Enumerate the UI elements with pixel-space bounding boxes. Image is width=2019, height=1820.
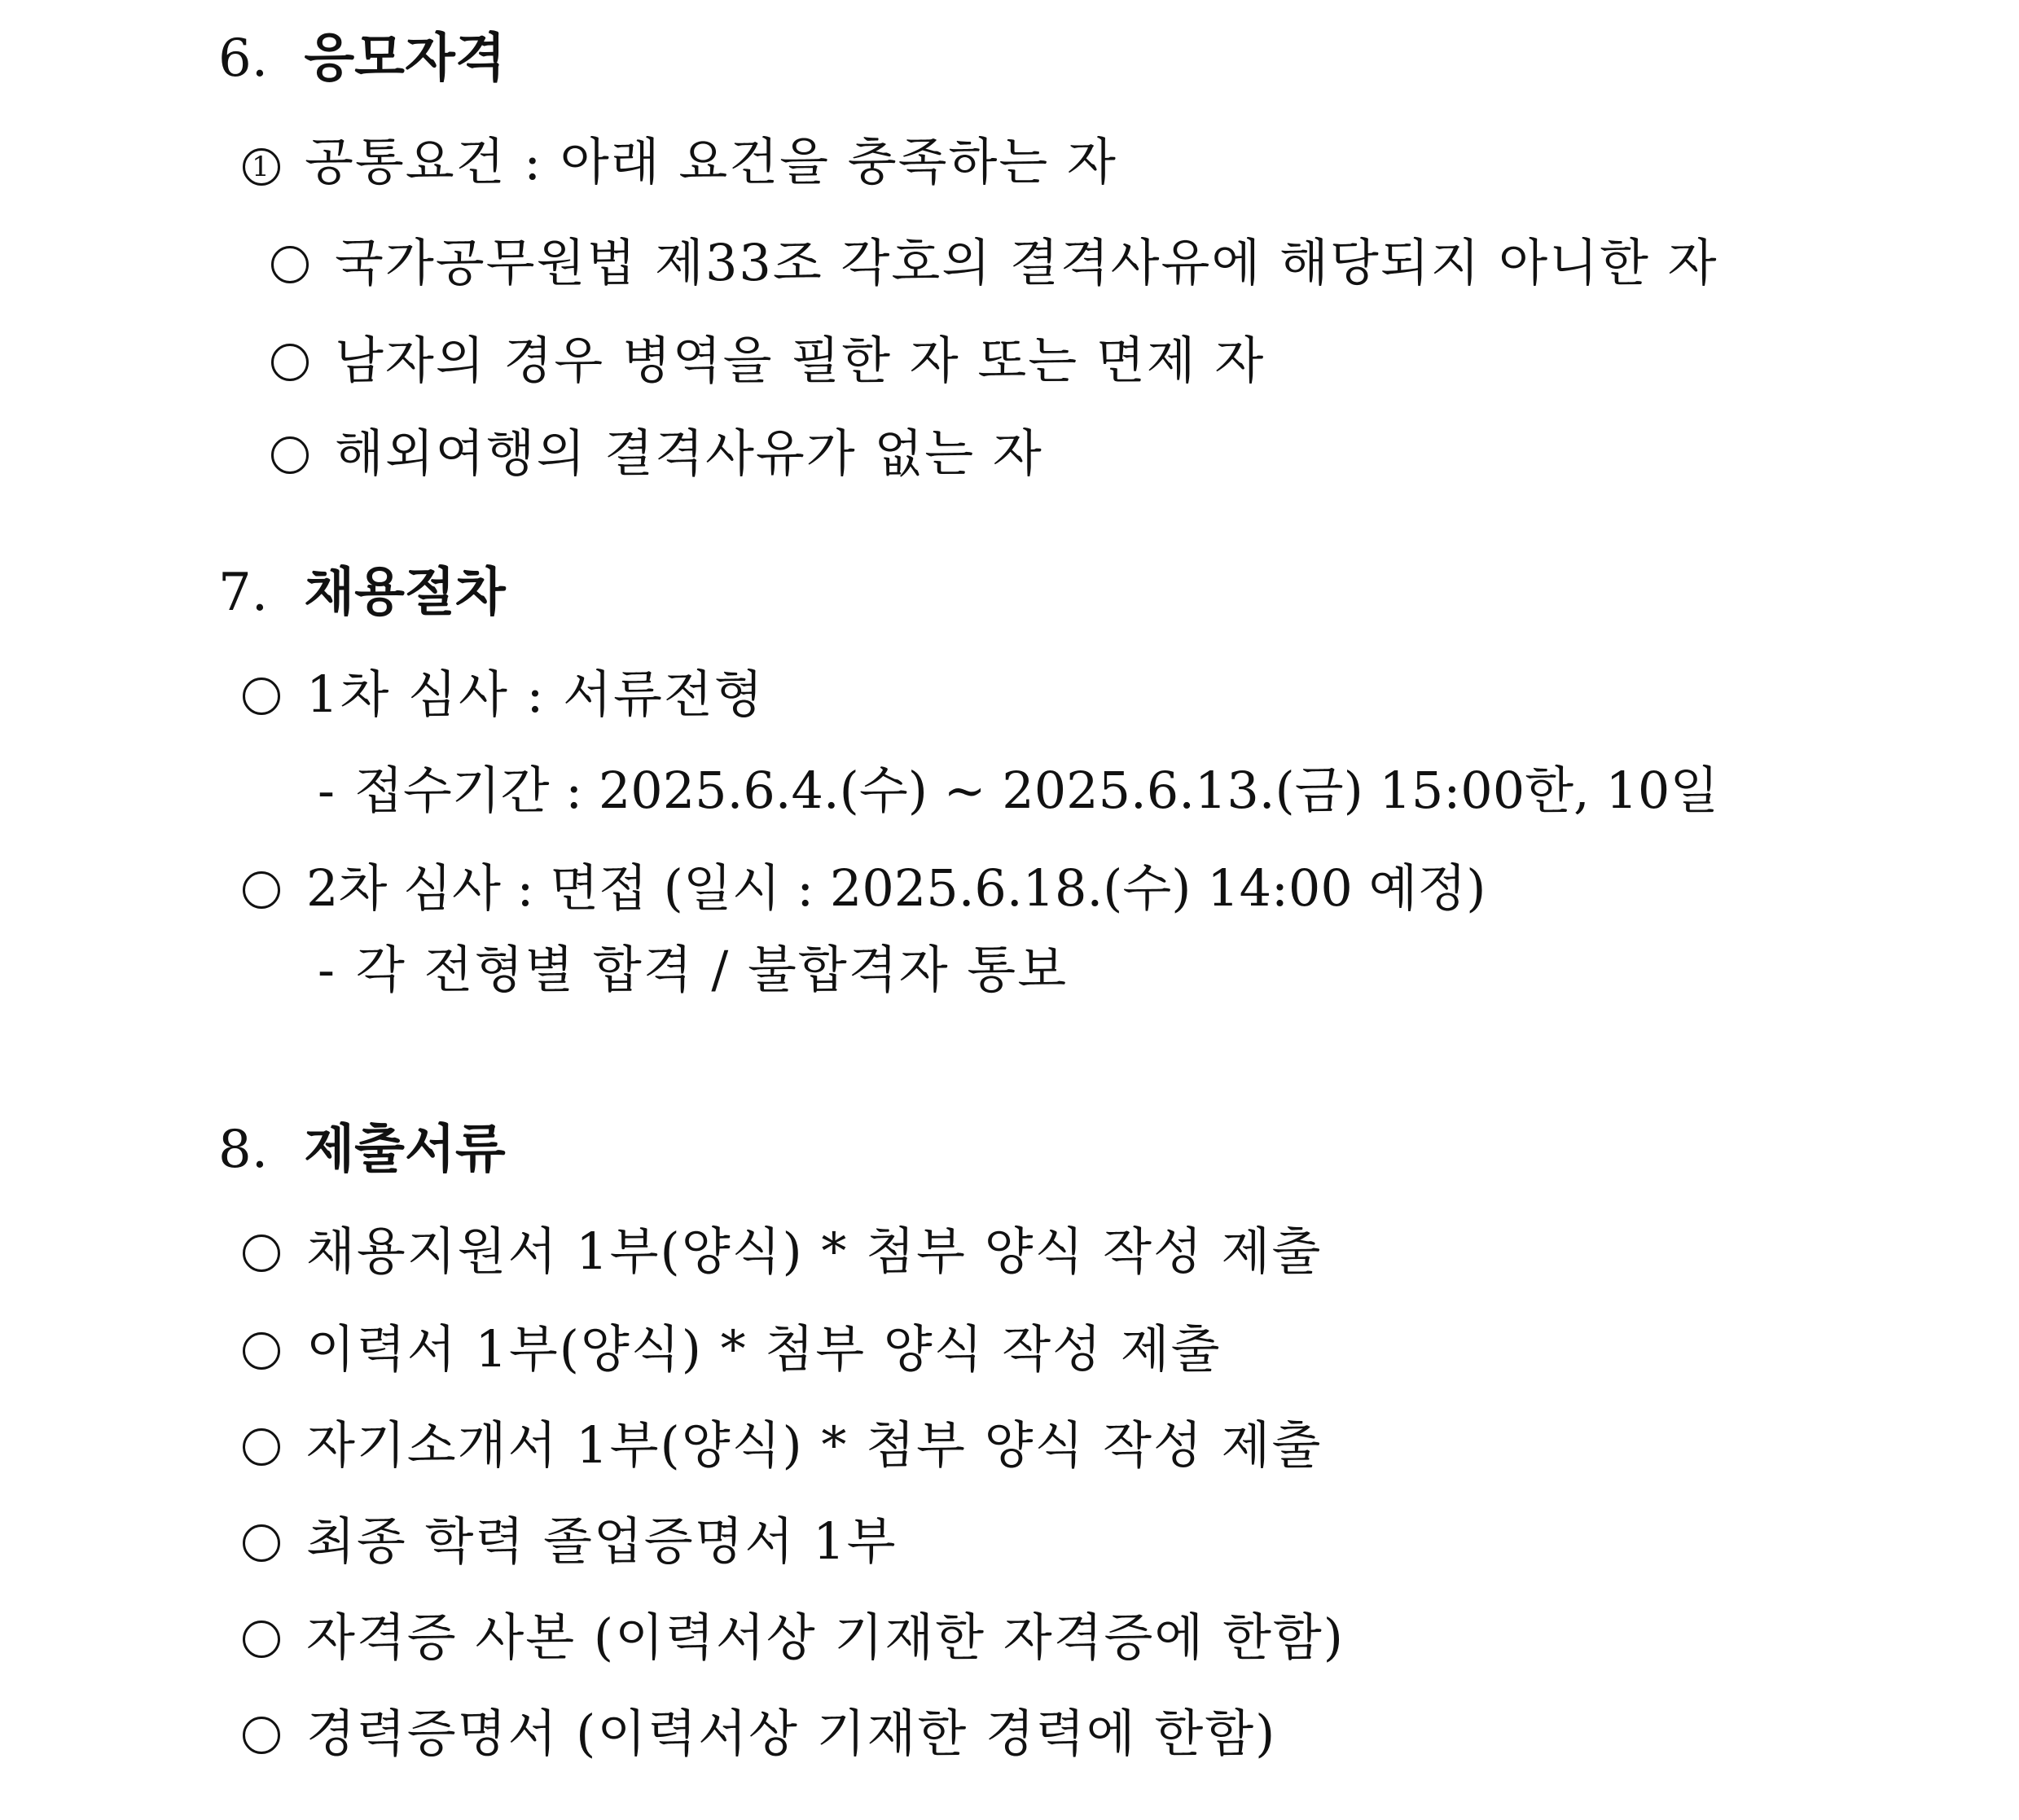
step-2-detail [318, 940, 1069, 999]
step-1-detail [318, 761, 1719, 820]
list-item-text: 이력서 1부(양식) * 첨부 양식 작성 제출 [306, 1319, 1222, 1379]
list-item-text: 채용지원서 1부(양식) * 첨부 양식 작성 제출 [306, 1221, 1323, 1281]
list-item [243, 1704, 1277, 1763]
hollow-circle-bullet-icon [243, 1428, 280, 1466]
section-7-title: 채용절차 [304, 562, 506, 623]
common-requirements-text: 공통요건 : 아래 요건을 충족하는 자 [305, 132, 1117, 191]
step-2-text: 2차 심사 : 면접 (일시 : 2025.6.18.(수) 14:00 예정) [306, 858, 1486, 918]
section-8-title: 제출서류 [304, 1119, 506, 1180]
list-item-text: 자기소개서 1부(양식) * 첨부 양식 작성 제출 [306, 1415, 1323, 1475]
dash-bullet: - [318, 940, 336, 999]
hollow-circle-bullet-icon [243, 1620, 280, 1658]
list-item-text: 경력증명서 (이력서상 기재한 경력에 한함) [306, 1704, 1277, 1763]
hollow-circle-bullet-icon [271, 436, 309, 474]
section-6-number: 6. [218, 29, 269, 89]
list-item-text: 자격증 사본 (이력서상 기재한 자격증에 한함) [306, 1607, 1345, 1667]
hollow-circle-bullet-icon [243, 1332, 280, 1370]
step-1-item [243, 664, 765, 724]
step-1-detail-text: 접수기간 : 2025.6.4.(수) ~ 2025.6.13.(금) 15:00한, 10일 [353, 761, 1719, 820]
list-item-text: 해외여행의 결격사유가 없는 자 [335, 423, 1043, 483]
hollow-circle-bullet-icon [243, 1717, 280, 1754]
step-1-text: 1차 심사 : 서류전형 [306, 664, 765, 724]
hollow-circle-bullet-icon [243, 1524, 280, 1562]
list-item [271, 331, 1266, 390]
section-6-heading [218, 28, 506, 89]
list-item [271, 233, 1718, 292]
list-item [243, 1607, 1345, 1667]
list-item [243, 1221, 1323, 1281]
hollow-circle-bullet-icon [243, 678, 280, 715]
list-item [243, 1319, 1222, 1379]
list-item-text: 최종 학력 졸업증명서 1부 [306, 1511, 898, 1571]
list-item [243, 1511, 898, 1571]
section-8-number: 8. [218, 1120, 269, 1180]
list-item [243, 1415, 1323, 1475]
hollow-circle-bullet-icon [243, 871, 280, 909]
hollow-circle-bullet-icon [271, 246, 309, 283]
section-7-number: 7. [218, 563, 269, 623]
section-7-heading [218, 562, 506, 623]
section-6-common-requirements [243, 132, 1117, 191]
section-8-heading [218, 1119, 506, 1180]
section-6-title: 응모자격 [304, 28, 506, 89]
circled-number-one-icon: 1 [243, 148, 280, 186]
hollow-circle-bullet-icon [243, 1235, 280, 1272]
list-item-text: 국가공무원법 제33조 각호의 결격사유에 해당되지 아니한 자 [335, 233, 1718, 292]
dash-bullet: - [318, 761, 335, 820]
step-2-item [243, 858, 1486, 918]
step-2-detail-text: 각 전형별 합격 / 불합격자 통보 [355, 940, 1069, 999]
list-item-text: 남자의 경우 병역을 필한 자 또는 면제 자 [335, 331, 1266, 390]
hollow-circle-bullet-icon [271, 344, 309, 381]
list-item [271, 423, 1043, 483]
